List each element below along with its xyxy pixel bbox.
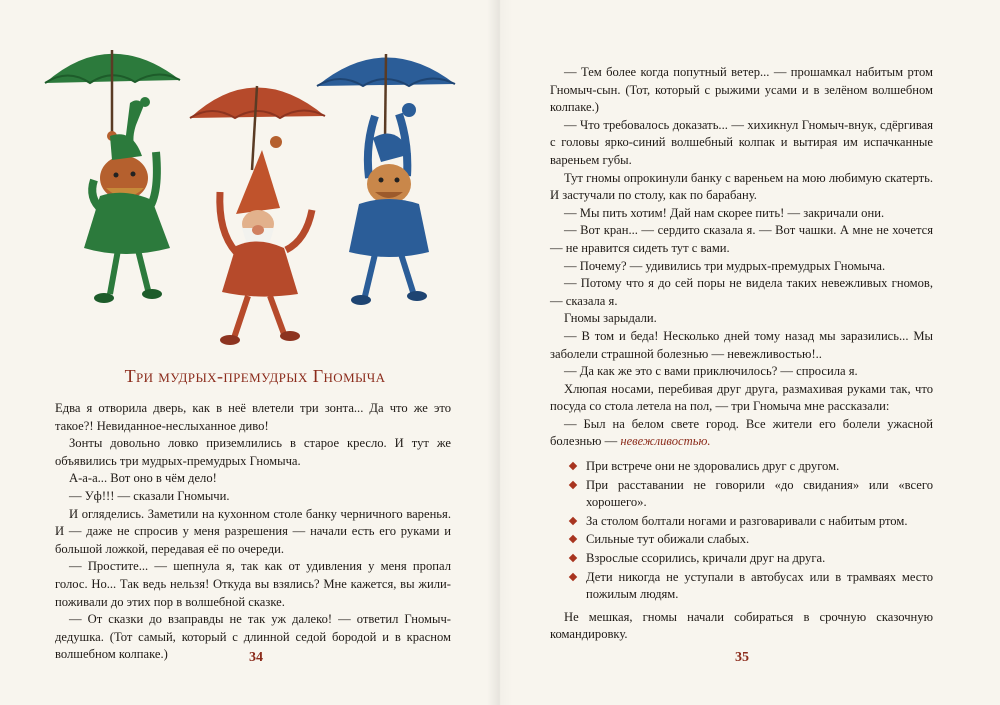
dialogue-line: — Тем более когда попутный ветер... — прошамкал набитым ртом Гномыч-сын. (Тот, который с рыжими усами и в зелёном волшебном колпаке.) bbox=[550, 65, 933, 115]
list-item: При встрече они не здоровались друг с другом. bbox=[550, 458, 933, 476]
city-sentence: — Был на белом свете город. Все жители его болели ужасной болезнью — bbox=[550, 416, 933, 449]
paragraph: Тут гномы опрокинули банку с вареньем на мою любимую скатерть. И застучали по столу, как по барабану. bbox=[550, 170, 933, 203]
paragraph: А-а-а... Вот оно в чём дело! bbox=[69, 471, 217, 486]
bullet-list bbox=[550, 458, 933, 604]
dialogue-line: — Потому что я до сей поры не видела таких невежливых гномов, — сказала я. bbox=[550, 276, 933, 308]
right-page-body bbox=[550, 64, 933, 644]
dialogue-line: — Да как же это с вами приключилось? — спросила я. bbox=[564, 364, 858, 379]
list-item: За столом болтали ногами и разговаривали с набитым ртом. bbox=[550, 513, 933, 531]
paragraph: Хлюпая носами, перебивая друг друга, размахивая руками так, что посуда со стола летела на пол, — три Гномыча мне рассказали: bbox=[550, 381, 933, 414]
dialogue-line: — Уф!!! — сказали Гномычи. bbox=[69, 488, 230, 503]
list-item: При расставании не говорили «до свидания» или «всего хорошего». bbox=[550, 477, 933, 512]
paragraph: Едва я отворила дверь, как в неё влетели три зонта... Да что же это такое?! Невиданное-неслыханное диво! bbox=[55, 401, 451, 433]
dialogue-line: — Почему? — удивились три мудрых-премудрых Гномыча. bbox=[564, 258, 886, 273]
page-number-right: 35 bbox=[735, 650, 749, 665]
paragraph: Не мешкая, гномы начали собираться в срочную сказочную командировку. bbox=[550, 609, 933, 642]
three-gnomes-umbrellas-illustration bbox=[40, 38, 330, 348]
dialogue-line: — От сказки до взаправды не так уж далеко! — ответил Гномыч-дедушка. (Тот самый, который с длинной седой бородой и в красном волшебном колпаке.) bbox=[55, 612, 451, 662]
blue-gnome-illustration bbox=[315, 44, 465, 314]
chapter-title: Три мудрых-премудрых Гномыча bbox=[124, 366, 386, 386]
left-page-body bbox=[55, 400, 451, 664]
list-item: Сильные тут обижали слабых. bbox=[550, 531, 933, 549]
dialogue-line: — Мы пить хотим! Дай нам скорее пить! — закричали они. bbox=[564, 205, 885, 220]
highlight-word: невежливостью. bbox=[620, 434, 711, 449]
paragraph: Зонты довольно ловко приземлились в старое кресло. И тут же объявились три мудрых-премудрых Гномыча. bbox=[55, 436, 451, 468]
green-gnome-figure bbox=[45, 50, 180, 303]
paragraph: И огляделись. Заметили на кухонном столе банку черничного варенья. И — даже не спросив у меня разрешения — начали есть его руками и большой ложкой, передавая её по очереди. bbox=[55, 506, 451, 556]
dialogue-line: — Вот кран... — сердито сказала я. — Вот чашки. А мне не хочется — не нравится сидеть тут с вами. bbox=[550, 223, 933, 255]
right-page bbox=[500, 0, 1000, 705]
list-item: Взрослые ссорились, кричали друг на друга. bbox=[550, 550, 933, 568]
red-gnome-figure bbox=[190, 86, 325, 345]
dialogue-line: — Простите... — шепнула я, так как от удивления у меня пропал голос. Но... Так ведь нельзя! Откуда вы взялись? Мне кажется, вы жили-поживали до этих пор в волшебной сказке. bbox=[55, 559, 451, 609]
list-item: Дети никогда не уступали в автобусах или в трамваях место пожилым людям. bbox=[550, 569, 933, 604]
page-number-left: 34 bbox=[249, 650, 263, 665]
dialogue-line: — Что требовалось доказать... — хихикнул Гномыч-внук, сдёргивая с головы ярко-синий волшебный колпак и вытирая им испачканные вареньем губы. bbox=[550, 117, 933, 167]
dialogue-line: — В том и беда! Несколько дней тому назад мы заразились... Мы заболели страшной болезнью — невежливостью!.. bbox=[550, 328, 933, 361]
city-paragraph bbox=[550, 416, 933, 451]
paragraph: Гномы зарыдали. bbox=[564, 311, 657, 326]
